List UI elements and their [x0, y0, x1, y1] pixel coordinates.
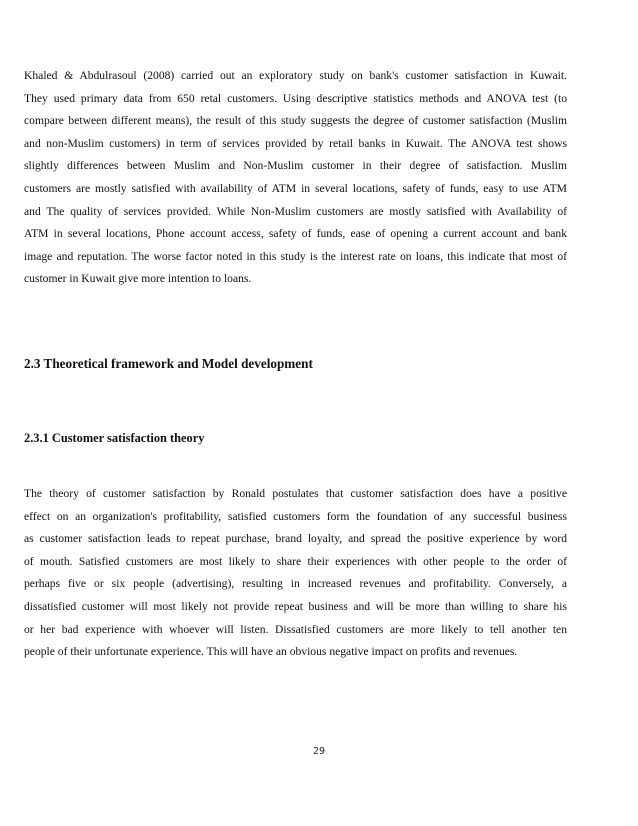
- paragraph-line: ATM in several locations, Phone account access, safety of funds, ease of opening a current account and bank: [24, 227, 567, 241]
- paragraph-line: dissatisfied customer will most likely not provide repeat business and will be more than willing to share his: [24, 599, 567, 613]
- paragraph-line: effect on an organization's profitability, satisfied customers form the foundation of any successful business: [24, 509, 567, 523]
- paragraph-line: perhaps five or six people (advertising), resulting in increased revenues and profitability. Conversely, a: [24, 577, 567, 591]
- paragraph-line: The theory of customer satisfaction by Ronald postulates that customer satisfaction does have a positive: [24, 487, 567, 500]
- paragraph-line: or her bad experience with whoever will listen. Dissatisfied customers are more likely to tell another ten: [24, 622, 567, 636]
- subsection-heading: 2.3.1 Customer satisfaction theory: [24, 431, 205, 445]
- paragraph-line: and The quality of services provided. While Non-Muslim customers are mostly satisfied with Availability of: [24, 204, 567, 218]
- paragraph-line: Khaled & Abdulrasoul (2008) carried out an exploratory study on bank's customer satisfaction in Kuwait.: [24, 69, 567, 82]
- paragraph-line: people of their unfortunate experience. This will have an obvious negative impact on profits and revenues.: [24, 645, 518, 659]
- paragraph-kuwait-study: [24, 65, 567, 291]
- paragraph-line: and non-Muslim customers) in term of services provided by retail banks in Kuwait. The ANOVA test shows: [24, 136, 567, 150]
- paragraph-satisfaction-theory: [24, 483, 567, 664]
- paragraph-line: compare between different means), the result of this study suggests the degree of customer satisfaction (Muslim: [24, 114, 567, 128]
- page-number: 29: [312, 746, 326, 757]
- paragraph-line: as customer satisfaction leads to repeat purchase, brand loyalty, and spread the positive experience by word: [24, 532, 567, 546]
- paragraph-line: slightly differences between Muslim and Non-Muslim customer in their degree of satisfaction. Muslim: [24, 159, 567, 173]
- paragraph-line: image and reputation. The worse factor noted in this study is the interest rate on loans, this indicate that most of: [24, 249, 567, 263]
- paragraph-line: of mouth. Satisfied customers are most likely to share their experiences with other people to the order of: [24, 554, 567, 568]
- section-heading: 2.3 Theoretical framework and Model development: [24, 356, 313, 371]
- paragraph-line: customer in Kuwait give more intention to loans.: [24, 272, 252, 286]
- paragraph-line: customers are mostly satisfied with availability of ATM in several locations, safety of funds, easy to use ATM: [24, 181, 567, 195]
- paragraph-line: They used primary data from 650 retal customers. Using descriptive statistics methods and ANOVA test (to: [24, 91, 567, 105]
